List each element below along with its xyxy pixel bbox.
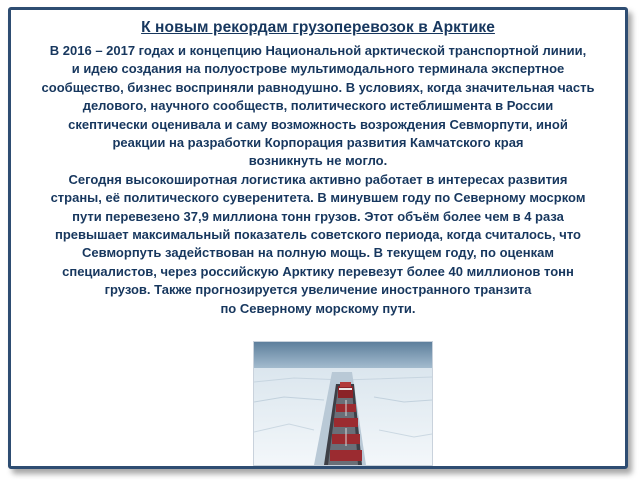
body-line: В 2016 – 2017 годах и концепцию Национальной арктической транспортной линии, [49, 43, 587, 58]
arctic-ship-photo [253, 341, 433, 466]
body-line: возникнуть не могло. [248, 153, 388, 169]
slide-title: К новым рекордам грузоперевозок в Арктике [141, 19, 495, 36]
body-line: сообщество, бизнес восприняли равнодушно. В условиях, когда значительная часть [41, 79, 595, 95]
slide-body-text [25, 42, 611, 318]
body-line: Сегодня высокоширотная логистика активно работает в интересах развития [68, 171, 568, 187]
body-line: грузов. Также прогнозируется увеличение иностранного транзита [104, 282, 532, 298]
body-line: специалистов, через российскую Арктику перевезут более 40 миллионов тонн [62, 263, 574, 279]
body-line: превышает максимальный показатель советского периода, когда считалось, что [55, 227, 581, 243]
body-line: пути перевезено 37,9 миллиона тонн грузов. Этот объём более чем в 4 раза [72, 208, 564, 224]
body-line: и идею создания на полуострове мультимодального терминала экспертное [71, 61, 565, 77]
body-line: Севморпуть задействован на полную мощь. В текущем году, по оценкам [82, 245, 554, 261]
body-line: реакции на разработки Корпорация развития Камчатского края [112, 135, 524, 151]
body-line: по Северному морскому пути. [220, 300, 416, 316]
body-line: делового, научного сообществ, политического истеблишмента в России [82, 98, 554, 114]
slide-frame [8, 7, 628, 469]
body-line: страны, её политического суверенитета. В минувшем году по Северному мосрком [50, 190, 586, 206]
body-line: скептически оценивала и саму возможность возрождения Севморпути, иной [68, 116, 568, 132]
